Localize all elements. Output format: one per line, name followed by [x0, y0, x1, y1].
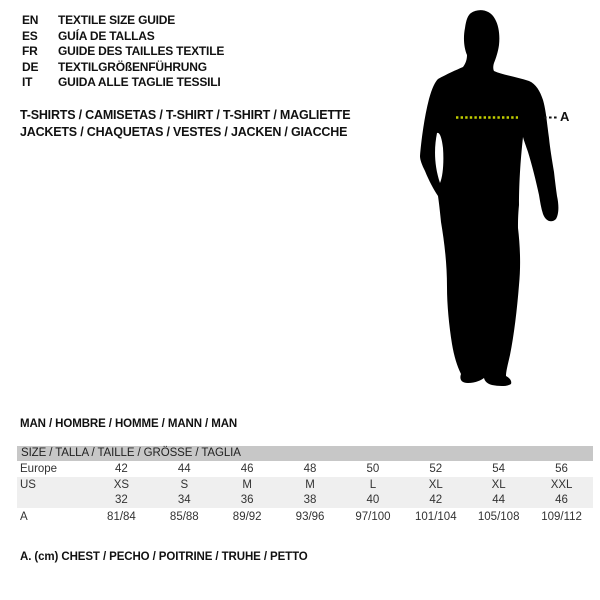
table-cell: 93/96 [295, 511, 325, 523]
table-cell: 44 [492, 494, 506, 506]
table-cell: 97/100 [355, 511, 391, 523]
language-label: TEXTILE SIZE GUIDE [58, 13, 176, 27]
table-cell: 36 [240, 494, 254, 506]
table-cell: 81/84 [107, 511, 136, 523]
language-label: GUIDE DES TAILLES TEXTILE [58, 44, 225, 58]
table-cell: 101/104 [415, 511, 457, 523]
table-cell: S [180, 479, 189, 491]
table-cell: L [369, 479, 377, 491]
table-cell: 109/112 [541, 511, 582, 523]
language-label: GUIDA ALLE TAGLIE TESSILI [58, 75, 221, 89]
table-cell: 85/88 [169, 511, 199, 523]
row-label: Europe [20, 463, 58, 475]
category-tshirts: T-SHIRTS / CAMISETAS / T-SHIRT / T-SHIRT / MAGLIETTE [20, 108, 351, 122]
table-cell: 52 [429, 463, 443, 475]
table-row-us-numbers [17, 493, 593, 508]
man-silhouette [420, 10, 558, 386]
table-cell: M [305, 479, 315, 491]
table-cell: 40 [366, 494, 380, 506]
row-label [17, 493, 90, 508]
language-code: FR [22, 44, 38, 58]
table-cell: 46 [555, 494, 568, 506]
category-jackets: JACKETS / CHAQUETAS / VESTES / JACKEN / GIACCHE [20, 125, 348, 139]
table-cell: 54 [492, 463, 506, 475]
language-code: EN [22, 13, 39, 27]
table-row-us-letters [17, 477, 593, 493]
table-cell: 42 [115, 463, 128, 475]
table-cell: M [242, 479, 252, 491]
size-table [17, 446, 593, 526]
table-cell: 38 [303, 494, 317, 506]
table-cell: 34 [177, 494, 191, 506]
measurement-footnote: A. (cm) CHEST / PECHO / POITRINE / TRUHE / PETTO [20, 551, 308, 563]
size-table-header: SIZE / TALLA / TAILLE / GRÖSSE / TAGLIA [17, 446, 593, 461]
table-cell: 105/108 [477, 511, 520, 523]
table-cell: 46 [240, 463, 254, 475]
table-cell: 50 [366, 463, 380, 475]
table-cell: XXL [550, 479, 573, 491]
table-cell: 56 [555, 463, 568, 475]
row-label: US [20, 479, 36, 491]
table-cell: 32 [115, 494, 128, 506]
language-code: DE [22, 59, 39, 74]
table-row-europe [17, 461, 593, 477]
table-cell: 48 [303, 463, 317, 475]
language-label: GUÍA DE TALLAS [58, 28, 155, 43]
table-row-chest-a [17, 508, 593, 526]
language-label: TEXTILGRÖßENFÜHRUNG [58, 59, 207, 74]
table-cell: XL [428, 479, 443, 491]
row-label: A [20, 511, 28, 523]
section-title-man: MAN / HOMBRE / HOMME / MANN / MAN [20, 418, 238, 430]
table-cell: 44 [177, 463, 191, 475]
table-cell: XL [491, 479, 506, 491]
measure-label-a: A [560, 109, 570, 124]
table-cell: 89/92 [232, 511, 262, 523]
table-cell: XS [113, 479, 130, 491]
table-cell: 42 [429, 494, 443, 506]
language-code: ES [22, 28, 38, 43]
language-code: IT [22, 75, 33, 89]
